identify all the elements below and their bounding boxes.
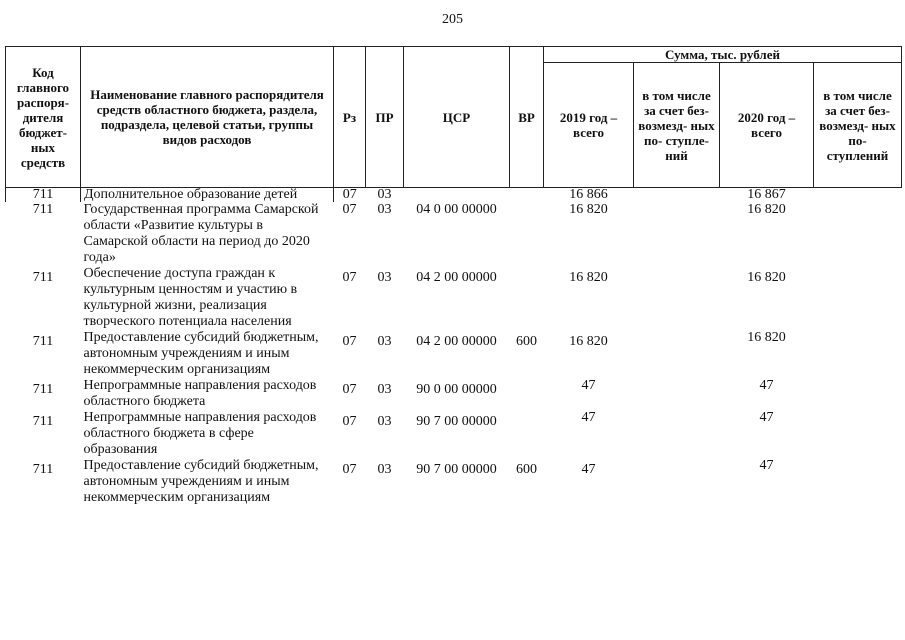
cell-2020-total: 16 820: [747, 330, 786, 345]
budget-table: [5, 46, 902, 506]
cell-vr: [510, 266, 544, 330]
cell-2019-free: [634, 202, 720, 266]
cell-name: Предоставление субсидий бюджетным, автономным учреждениям и иным некоммерческим организациям: [83, 330, 319, 377]
cell-csr: [404, 188, 510, 203]
cell-2020-total: 16 820: [747, 202, 786, 217]
cell-2019-free: [634, 458, 720, 506]
cell-2019-total: 16 820: [569, 334, 608, 349]
table-row: [6, 266, 902, 330]
cell-2020-total: 47: [759, 458, 774, 473]
page-number: 205: [442, 12, 463, 27]
cell-2020-free: [814, 202, 902, 266]
cell-code: 711: [32, 462, 54, 477]
header-rz: Рз: [334, 47, 366, 188]
cell-pr: 03: [377, 334, 392, 349]
cell-rz: 07: [342, 202, 357, 217]
cell-2020-total: 47: [759, 410, 774, 425]
cell-2019-total: 47: [581, 410, 596, 425]
cell-vr: 600: [516, 334, 537, 349]
cell-pr: 03: [377, 414, 392, 429]
cell-name: Государственная программа Самарской области «Развитие культуры в Самарской области на период до 2020 года»: [83, 202, 319, 265]
cell-csr: 04 2 00 00000: [416, 270, 497, 285]
cell-csr: 90 7 00 00000: [416, 462, 497, 477]
cell-rz: 07: [342, 414, 357, 429]
cell-2020-free: [814, 378, 902, 410]
cell-pr: 03: [377, 202, 392, 217]
header-sum-group: Сумма, тыс. рублей: [544, 47, 902, 63]
cell-2020-total: 47: [759, 378, 774, 393]
cell-name: Дополнительное образование детей: [81, 188, 334, 203]
table-row: [6, 410, 902, 458]
cell-2020-total: 16 867: [747, 187, 786, 202]
table-row: [6, 188, 902, 203]
cell-code: 711: [32, 334, 54, 349]
cell-rz: 07: [342, 462, 357, 477]
table-row: [6, 378, 902, 410]
cell-2020-free: [814, 266, 902, 330]
cell-2020-total: 16 820: [747, 270, 786, 285]
cell-name: Предоставление субсидий бюджетным, автономным учреждениям и иным некоммерческим организациям: [83, 458, 319, 505]
cell-vr: 600: [516, 462, 537, 477]
cell-2020-free: [814, 188, 902, 203]
cell-csr: 90 7 00 00000: [416, 414, 497, 429]
table-header: [6, 47, 902, 188]
cell-2019-total: 47: [581, 462, 596, 477]
cell-2019-free: [634, 188, 720, 203]
header-code: Код главного распоря- дителя бюджет- ных средств: [6, 47, 81, 188]
table-row: [6, 330, 902, 378]
cell-rz: 07: [342, 334, 357, 349]
cell-code: 711: [6, 188, 81, 203]
cell-csr: 90 0 00 00000: [416, 382, 497, 397]
cell-vr: [510, 188, 544, 203]
header-2020-free: в том числе за счет без- возмезд- ных по- ступлений: [814, 63, 902, 188]
cell-csr: 04 0 00 00000: [416, 202, 497, 217]
cell-rz: 07: [334, 188, 366, 203]
cell-pr: 03: [377, 187, 392, 202]
cell-code: 711: [32, 270, 54, 285]
cell-2019-total: 16 866: [569, 187, 608, 202]
header-2020-total: 2020 год – всего: [720, 63, 814, 188]
cell-2019-free: [634, 410, 720, 458]
cell-2019-total: 47: [581, 378, 596, 393]
cell-name: Обеспечение доступа граждан к культурным ценностям и участию в культурной жизни, реализация творческого потенциала населения: [83, 266, 298, 329]
cell-2020-free: [814, 330, 902, 378]
cell-name: Непрограммные направления расходов областного бюджета в сфере образования: [83, 410, 317, 457]
header-2019-total: 2019 год – всего: [544, 63, 634, 188]
cell-vr: [510, 378, 544, 410]
cell-csr: 04 2 00 00000: [416, 334, 497, 349]
cell-code: 711: [32, 202, 54, 217]
cell-name: Непрограммные направления расходов областного бюджета: [83, 378, 317, 409]
cell-2019-free: [634, 378, 720, 410]
header-csr: ЦСР: [404, 47, 510, 188]
cell-code: 711: [32, 414, 54, 429]
cell-vr: [510, 410, 544, 458]
cell-vr: [510, 202, 544, 266]
cell-pr: 03: [377, 462, 392, 477]
cell-pr: 03: [377, 382, 392, 397]
cell-2020-free: [814, 410, 902, 458]
table-row: [6, 458, 902, 506]
cell-2019-free: [634, 330, 720, 378]
table-row: [6, 202, 902, 266]
header-name: Наименование главного распорядителя средств областного бюджета, раздела, подраздела, целевой статьи, группы видов расходов: [81, 47, 334, 188]
cell-rz: 07: [342, 270, 357, 285]
cell-code: 711: [32, 382, 54, 397]
cell-rz: 07: [342, 382, 357, 397]
cell-2019-free: [634, 266, 720, 330]
table-body: [6, 188, 902, 507]
header-2019-free: в том числе за счет без- возмезд- ных по- ступле- ний: [634, 63, 720, 188]
cell-2019-total: 16 820: [569, 270, 608, 285]
cell-2020-free: [814, 458, 902, 506]
cell-2019-total: 16 820: [569, 202, 608, 217]
header-pr: ПР: [366, 47, 404, 188]
header-vr: ВР: [510, 47, 544, 188]
cell-pr: 03: [377, 270, 392, 285]
